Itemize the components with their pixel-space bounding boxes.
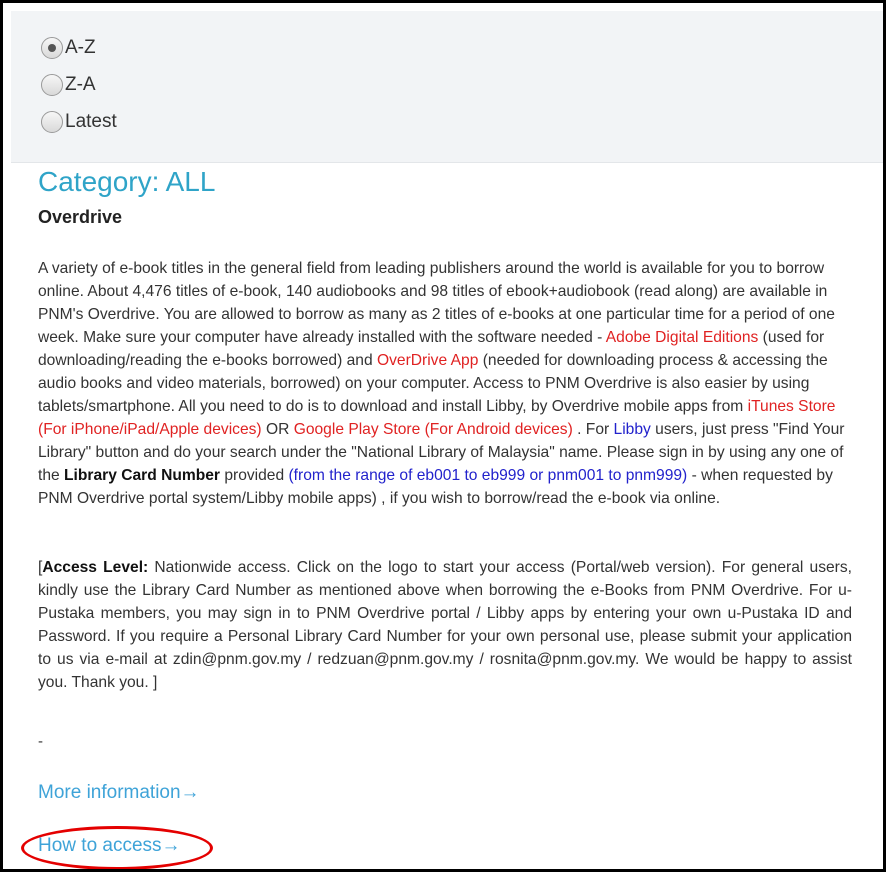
description-text: provided [220,467,289,484]
overdrive-app-link[interactable]: OverDrive App [376,352,479,369]
description-text: OR [261,421,294,438]
highlight-circle [21,826,213,870]
access-level-paragraph [38,556,852,694]
itunes-store-link[interactable]: iTunes Store (For iPhone/iPad/Apple devices) [38,398,836,438]
sort-option-latest[interactable] [41,111,117,133]
radio-button-z-a[interactable] [41,74,63,96]
description-text: (used for downloading/reading the e-books borrowed) and [38,329,825,369]
libby-link[interactable]: Libby [613,421,651,438]
description-text: (needed for downloading process & accessing the audio books and video materials, borrowed) on your computer. Access to PNM Overdrive is also easier by using tablets/smartphone. All you need to do is to download and install Libby, by Overdrive mobile apps from [38,352,828,415]
radio-button-a-z[interactable] [41,37,63,59]
category-heading: Category: ALL [38,166,216,197]
adobe-digital-editions-link[interactable]: Adobe Digital Editions [605,329,759,346]
library-card-number-bold: Library Card Number [64,467,220,484]
radio-button-latest[interactable] [41,111,63,133]
description-paragraph [38,257,852,510]
description-text: users, just press "Find Your Library" button and do your search under the "National Library of Malaysia" name. Please sign in by using any one of the [38,421,845,484]
section-title: Overdrive [38,207,123,227]
description-text: . For [572,421,614,438]
card-number-range: (from the range of eb001 to eb999 or pnm001 to pnm999) [288,467,688,484]
access-level-label: Access Level: [42,559,149,576]
bracket-open: [ [38,559,43,576]
sort-option-label: A-Z [65,37,96,58]
description-text: A variety of e-book titles in the general field from leading publishers around the world is available for you to borrow online. About 4,476 titles of e-book, 140 audiobooks and 98 titles of ebook+audiobook (read along) are available in PNM's Overdrive. You are allowed to borrow as many as 2 titles of e-books at one particular time for a period of one week. Make sure your computer have already installed with the software needed - [38,260,835,346]
description-text: - when requested by PNM Overdrive portal system/Libby mobile apps) , if you wish to borrow/read the e-book via online. [38,467,833,507]
sort-options-panel [11,11,883,163]
how-to-access-link[interactable]: How to access→ [38,835,181,856]
google-play-store-link[interactable]: Google Play Store (For Android devices) [293,421,573,438]
sort-option-z-a[interactable] [41,74,96,96]
sort-option-label: Z-A [65,74,96,95]
separator-dash: - [38,733,43,750]
sort-option-a-z[interactable] [41,37,96,59]
more-information-link[interactable]: More information→ [38,782,200,803]
access-level-text: Nationwide access. Click on the logo to start your access (Portal/web version). For general users, kindly use the Library Card Number as mentioned above when borrowing the e-Books from PNM Overdrive. For u-Pustaka members, you may sign in to PNM Overdrive portal / Libby apps by entering your own u-Pustaka ID and Password. If you require a Personal Library Card Number for your own personal use, please submit your application to us via e-mail at zdin@pnm.gov.my / redzuan@pnm.gov.my / rosnita@pnm.gov.my. We would be happy to assist you. Thank you. ] [38,559,852,691]
sort-option-label: Latest [65,111,117,132]
